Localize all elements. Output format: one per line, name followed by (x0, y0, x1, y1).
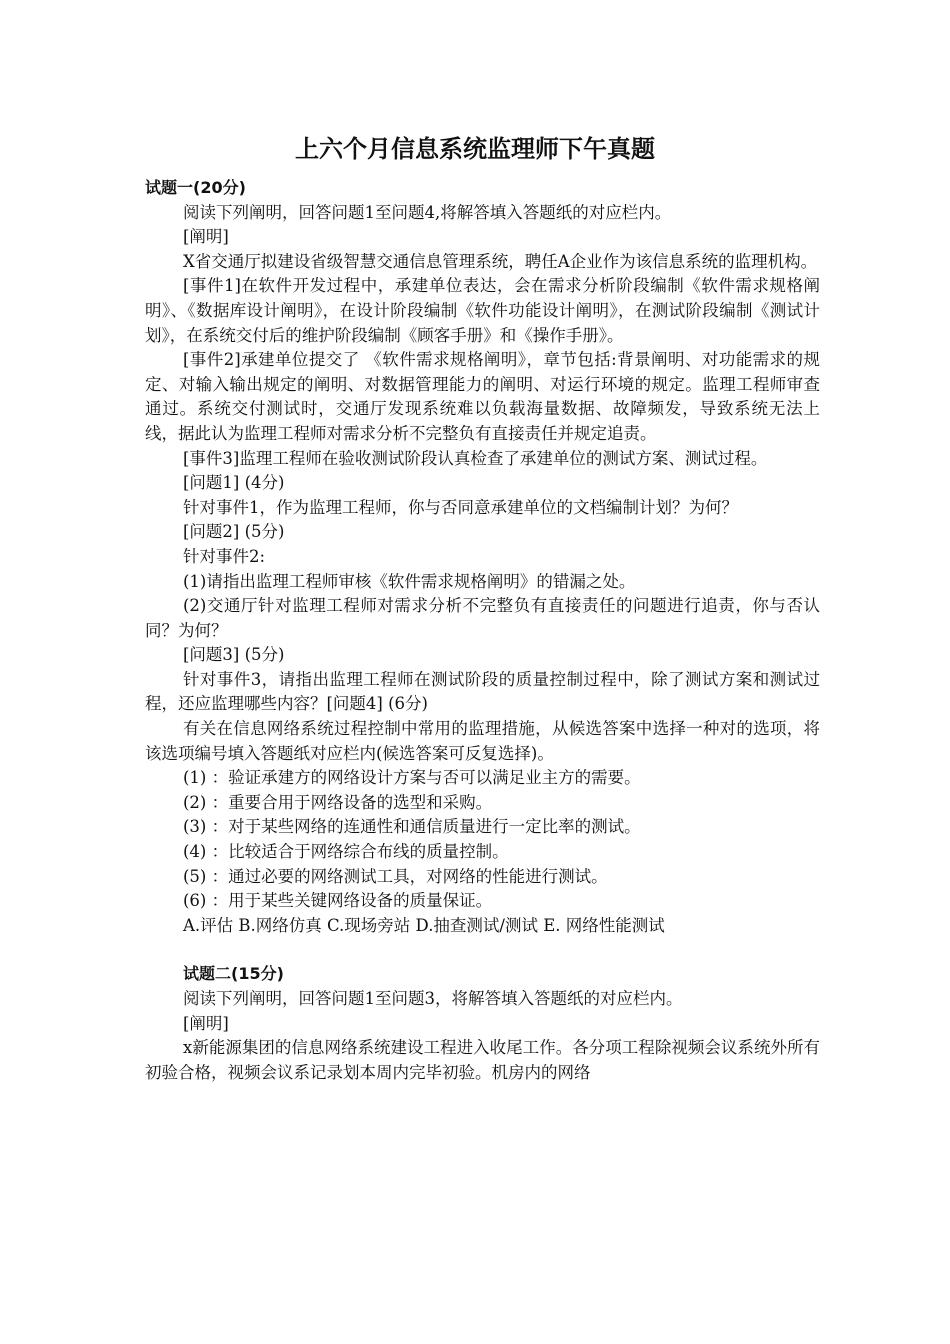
problem-1-label: [问题1] (4分) (183, 473, 285, 493)
problem-1-text: 针对事件1，作为监理工程师，你与否同意承建单位的文档编制计划？为何？ (183, 497, 738, 517)
problem-2-item-2: (2)交通厅针对监理工程师对需求分析不完整负有直接责任的问题进行追责，你与否认同？为何？ (145, 596, 820, 640)
problem-3-label: [问题3] (5分) (183, 645, 285, 665)
problem-4-item-3: (3) ：对于某些网络的连通性和通信质量进行一定比率的测试。 (183, 817, 641, 837)
event-2-paragraph: [事件2]承建单位提交了 《软件需求规格阐明》，章节包括:背景阐明、对功能需求的规定、对输入输出规定的阐明、对数据管理能力的阐明、对运行环境的规定。监理工程师审查通过。系统交付测试时，交通厅发现系统难以负载海量数据、故障频发，导致系统无法上线，据此认为监理工程师对需求分析不完整负有直接责任并规定追责。 (145, 350, 820, 443)
problem-2-lead: 针对事件2: (183, 546, 266, 566)
question-1-section-label: [阐明] (183, 227, 229, 247)
document-body (145, 176, 820, 1085)
question-2-heading: 试题二(15分) (183, 964, 284, 984)
question-2-section-label: [阐明] (183, 1013, 229, 1033)
problem-2-label: [问题2] (5分) (183, 522, 285, 542)
problem-4-text: 有关在信息网络系统过程控制中常用的监理措施，从候选答案中选择一种对的选项，将该选项编号填入答题纸对应栏内(候选答案可反复选择)。 (145, 719, 820, 763)
question-1-heading: 试题一(20分) (145, 178, 246, 197)
problem-4-item-6: (6) ：用于某些关键网络设备的质量保证。 (183, 891, 493, 911)
event-3-paragraph: [事件3]监理工程师在验收测试阶段认真检查了承建单位的测试方案、测试过程。 (183, 448, 768, 468)
problem-4-options: A.评估 B.网络仿真 C.现场旁站 D.抽查测试/测试 E. 网络性能测试 (183, 915, 665, 935)
problem-3-text: 针对事件3，请指出监理工程师在测试阶段的质量控制过程中，除了测试方案和测试过程，还应监理哪些内容？[问题4] (6分) (145, 669, 820, 714)
problem-4-item-2: (2) ：重要合用于网络设备的选型和采购。 (183, 792, 493, 812)
problem-2-item-1: (1)请指出监理工程师审核《软件需求规格阐明》的错漏之处。 (183, 571, 636, 591)
problem-4-item-4: (4) ：比较适合于网络综合布线的质量控制。 (183, 842, 509, 862)
problem-4-item-1: (1) ：验证承建方的网络设计方案与否可以满足业主方的需要。 (183, 768, 641, 788)
question-2-intro: 阅读下列阐明，回答问题1至问题3，将解答填入答题纸的对应栏内。 (183, 989, 683, 1008)
question-1-intro: 阅读下列阐明，回答问题1至问题4,将解答填入答题纸的对应栏内。 (183, 202, 672, 222)
event-1-paragraph: [事件1]在软件开发过程中，承建单位表达，会在需求分析阶段编制《软件需求规格阐明》、《数据库设计阐明》，在设计阶段编制《软件功能设计阐明》，在测试阶段编制《测试计划》，在系统交付后的维护阶段编制《顾客手册》和《操作手册》。 (145, 276, 820, 345)
question-2-background: x新能源集团的信息网络系统建设工程进入收尾工作。各分项工程除视频会议系统外所有初验合格，视频会议系记录划本周内完毕初验。机房内的网络 (145, 1038, 820, 1082)
section-gap (145, 938, 820, 962)
question-1-background: X省交通厅拟建设省级智慧交通信息管理系统，聘任A企业作为该信息系统的监理机构。 (183, 251, 818, 271)
problem-4-item-5: (5) ：通过必要的网络测试工具，对网络的性能进行测试。 (183, 866, 608, 886)
page-title: 上六个月信息系统监理师下午真题 (295, 135, 655, 163)
